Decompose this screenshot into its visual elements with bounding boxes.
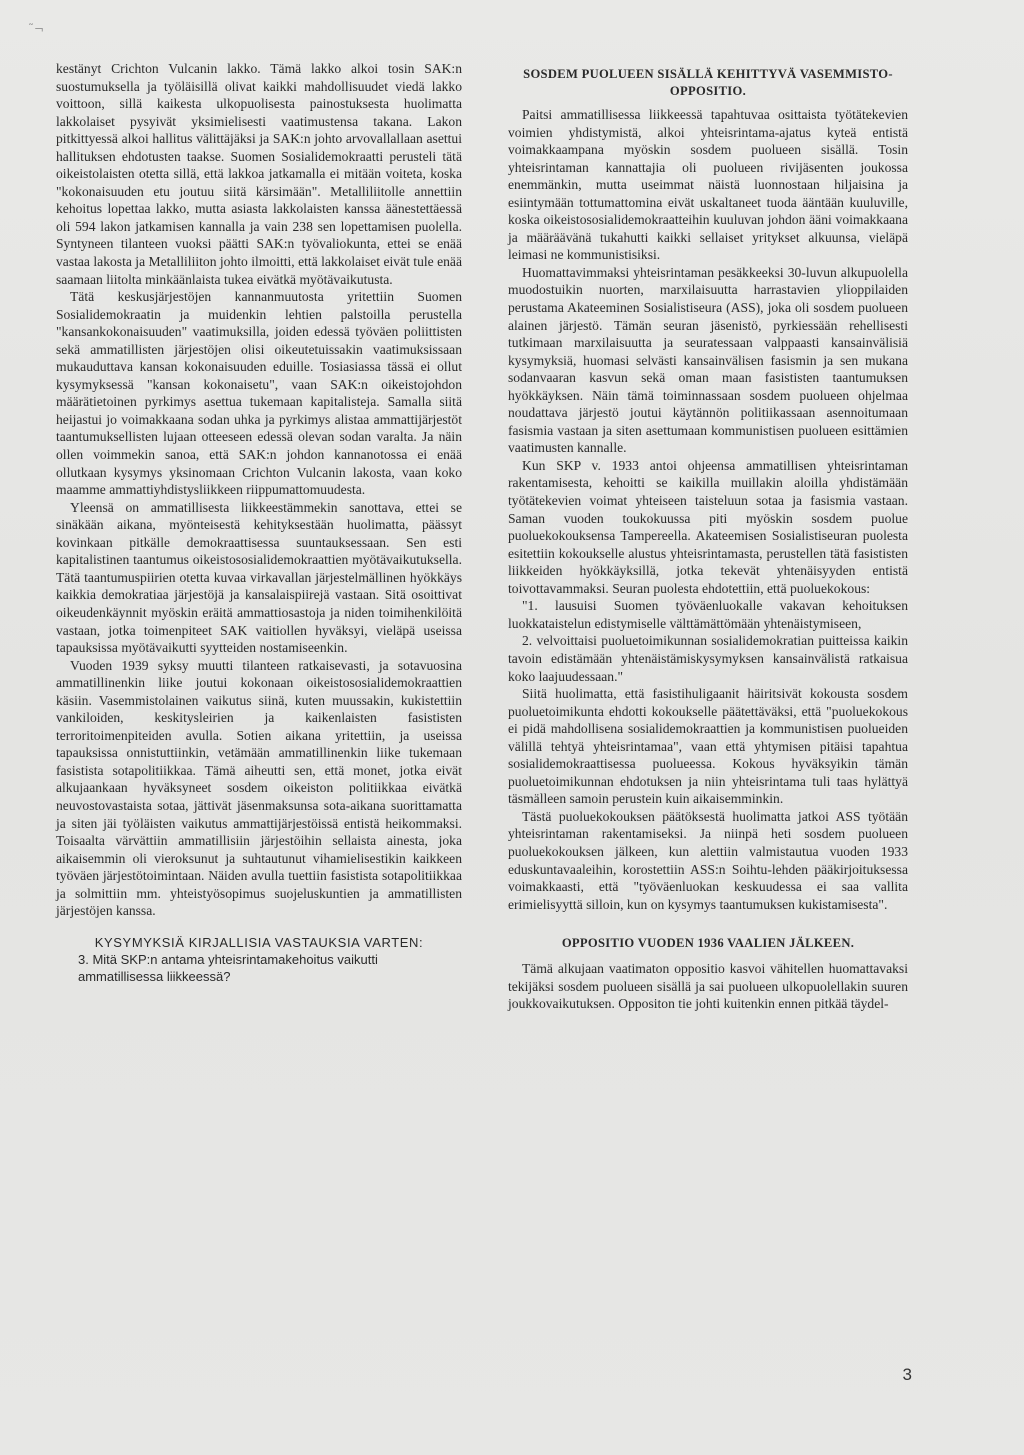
left-paragraph-4: Vuoden 1939 syksy muutti tilanteen ratkaisevasti, ja sotavuosina ammatillinenkin liike joutui kokonaan oikeistososialidemokraattien käsiin. Vasemmistolainen vaikutus siinä, kuten muussakin, kukistettiin vankiloiden, keskitysleirien ja kaikenlaisten fasististen terroritoimenpiteiden avulla. Sotien aikana yritettiin, ja useissa tapauksissa onnistuttiinkin, vetämään ammatillinenkin liike tukemaan fasistista sotapolitiikkaa. Tämä aiheutti sen, että monet, jotka eivät alkujaankaan hyväksyneet sosdem oikeiston politiikkaa eivätkä neuvostovastaista sotaa, jättivät jäsenmaksunsa sota-aikana suorittamatta ja siten jäi työläisten vaikutus ammattijärjestöissä entistä heikommaksi. Toisaalta värvättiin ammatillisiin järjestöihin sellaista ainesta, joka aikaisemmin oli vieroksunut ja suhtautunut vihamielisestikin kaikkeen työväen järjestötoimintaan. Näiden avulla tuettiin fasistista sotapolitiikkaa ja solmittiin mm. yhteistyösopimus suojeluskuntien ja ammatillisten järjestöjen kanssa. <box>56 657 462 919</box>
right-paragraph-6: Tämä alkujaan vaatimaton oppositio kasvoi vähitellen huomattavaksi tekijäksi sosdem puolueen sisällä ja sai puolueen ulkopuolellakin suuren joukkovaikutuksen. Oppositon tie johti kuitenkin ennen pitkää täydel- <box>508 961 908 1012</box>
section-heading-opposition: SOSDEM PUOLUEEN SISÄLLÄ KEHITTYVÄ VASEMMISTO-OPPOSITIO. <box>523 67 893 98</box>
left-paragraph-2: Tätä keskusjärjestöjen kannanmuutosta yritettiin Suomen Sosialidemokraatin ja muidenkin lehtien palstoilla perustella "kansankokonaisuuden" vaatimuksilla, joiden edessä työväen poliittisten sekä ammatillisten järjestöjen olisi oikeutetuissakin vaatimuksissaan mukauduttava kansan kokonaisuuden eduille. Tosiasiassa tässä ei ollut kysymyksessä "kansan kokonaisetu", vaan SAK:n oikeistojohdon määrätietoinen pyrkimys asettua tukemaan kapitalisteja. Samalla siitä heijastui jo voimakkaana sodan uhka ja pyrkimys alistaa ammattijärjestöt taantumuksellisten lujaan otteeseen edessä olevan sodan varalta. Ja näin ollen voimmekin sanoa, että SAK:n johdon kannanotossa ei enää ollutkaan kysymys yksinomaan Crichton Vulcanin lakosta, vaan koko maamme ammattiyhdistysliikkeen riippumattomuudesta. <box>56 289 462 498</box>
resolution-quote <box>508 597 908 685</box>
right-paragraph-5: Tästä puoluekokouksen päätöksestä huolimatta jatkoi ASS työtään yhteisrintaman rakentamiseksi. Ja niinpä heti sosdem puolueen puoluekokouksen jälkeen, kun alettiin valmistautua vuoden 1933 eduskuntavaaleihin, korostettiin ASS:n Soihtu-lehden pääkirjoituksessa voimakkaasti, että "työväenluokan keskuudessa ei saa vallita erimielisyyttä silloin, kun on kysymys taantumuksen kukistamisesta". <box>508 808 908 912</box>
question-3: 3. Mitä SKP:n antama yhteisrintamakehoitus vaikutti ammatillisessa liikkeessä? <box>78 951 378 984</box>
right-column <box>508 66 908 1013</box>
section-heading-1936: OPPOSITIO VUODEN 1936 VAALIEN JÄLKEEN. <box>561 936 855 951</box>
questions-title: KYSYMYKSIÄ KIRJALLISIA VASTAUKSIA VARTEN: <box>94 934 424 950</box>
quote-item-1: "1. lausuisi Suomen työväenluokalle vakavan kehoituksen luokkataistelun edistymiselle välttämättömään yhtenäistymiseen, <box>508 598 908 631</box>
right-paragraph-2: Huomattavimmaksi yhteisrintaman pesäkkeeksi 30-luvun alkupuolella muodostuikin nuorten, marxilaisuutta harrastavien ylioppilaiden perustama Akateeminen Sosialistiseura (ASS), joka oli sosdem puolueen alainen järjestö. Tämän seuran jäsenistö, pyrkiessään rehellisesti tutkimaan marxilaisuutta ja seuratessaan valppaasti kansainvälisiä kysymyksiä, huomasi selvästi kansainvälisen fasismin ja sen mukana sodanvaaran kasvun sekä oman maan fasististen taantumuksen hyökkäyksen. Näin tämä toiminnassaan sosdem puolueen ohjelmaa noudattava järjestö joutui käytännön politiikassaan asennoitumaan fasismia vastaan ja siten asettumaan kommunistisen puolueen esittämien vaatimusten kannalle. <box>508 264 908 456</box>
left-paragraph-3: Yleensä on ammatillisesta liikkeestämmekin sanottava, ettei se sinäkään aikana, myönteisestä kehityksestään huolimatta, päässyt kovinkaan pitkälle demokraattisessa suuntauksessaan. Sen esti kapitalistinen taantumus oikeistososialidemokraattien myötävaikutuksella. Tätä taantumuspiirien otetta kuvaa virkavallan järjestelmällinen hyökkäys kaikkia demokratiaa järjestöjä ja kansalaispiirejä vastaan. Sitä osoittivat oikeudenkäynnit myöskin eräitä ammattiosastoja ja niden toimihenkilöitä vastaan, jotka toimenpiteet SAK vaitiollen hyväksyi, vieläpä useissa tapauksissa myötävaikutti syytteiden nostamiseenkin. <box>56 499 462 656</box>
right-paragraph-4: Siitä huolimatta, että fasistihuligaanit häiritsivät kokousta sosdem puoluetoimikunta ehdotti kokoukselle päätettäväksi, että "puoluekokous ei pidä mahdollisena sosialidemokraattien ja kommunistisen puolueiden välillä tehtyä yhteisrintamaa", vaan että yhtymisen pitäisi tapahtua sosialidemokraattisessa puolueessa. Kokous hyväksyikin tämän puoluetoimikunnan ehdotuksen ja niin yhteisrintama tuli taas hylättyä täsmälleen samoin perustein kuin aikaisemminkin. <box>508 686 908 807</box>
corner-mark: ˜¬ <box>28 22 45 36</box>
right-paragraph-1: Paitsi ammatillisessa liikkeessä tapahtuvaa osittaista työtätekevien voimien yhdistymistä, alkoi yhteisrintama-ajatus kyteä entistä voimakkaampana myöskin sosdem puolueen sisällä. Tosin yhteisrintaman kannattajia oli puolueen rivijäsenten joukossa enemmänkin, mutta useimmat näistä luonnostaan hiljaisina ja esiintymään tottumattomina eivät uskaltaneet tuoda ääntään kuuluville, koska oikeistososialidemokraatteihin kuuluvan johdon ääni voimakkaana ja määräävänä tukahutti kaikki sellaiset yritykset alkuunsa, vieläpä leimasi ne kommunistisiksi. <box>508 107 908 263</box>
quote-item-2: 2. velvoittaisi puoluetoimikunnan sosialidemokratian puitteissa kaikin tavoin edistämään yhtenäistämiskysymyksen kansainvälistä ratkaisua koko laajuudessaan." <box>508 633 908 684</box>
page-number: 3 <box>902 1365 912 1384</box>
left-column <box>56 60 462 985</box>
left-paragraph-1: kestänyt Crichton Vulcanin lakko. Tämä lakko alkoi tosin SAK:n suostumuksella ja työläisillä olivat kaikki mahdollisuudet viedä lakko voittoon, sillä kaikesta ulkopuolisesta painostuksesta huolimatta lakkolaiset pysyivät yksimielisesti vaatimustensa takana. Lakon pitkittyessä alkoi hallitus välittäjäksi ja SAK:n johto arvovallallaan asettui hallituksen ehdotusten taakse. Suomen Sosialidemokraatti perusteli tätä oikeistolaisten otetta sillä, että lakkoa jatkamalla ei mitään voiteta, koska "kokonaisuuden etu joutuu siitä kärsimään". Metalliliitolle annettiin kehoitus lopettaa lakko, mutta asiasta lakkolaisten kanssa äänestettäessä oli 594 lakon jatkamisen kannalla ja vain 238 sen lopettamisen puolella. Syntyneen tilanteen vuoksi päätti SAK:n työvaliokunta, ettei se enää vastaa lakosta ja Metalliliiton johto ilmoitti, että lakkolaiset eivät tule enää saamaan liitolta minkäänlaista tukea eivätkä myötävaikutusta. <box>56 61 462 287</box>
right-paragraph-3: Kun SKP v. 1933 antoi ohjeensa ammatillisen yhteisrintaman rakentamisesta, kehoitti se kaikilla muillakin aloilla yhdistämään työtätekevien voimat yhteiseen taisteluun sotaa ja fasismia vastaan. Saman vuoden toukokuussa piti myöskin sosdem puolue puoluekokouksensa Tampereella. Akateemisen Sosialistiseuran puolesta esitettiin kokoukselle alustus yhteisrintamasta, perustellen tätä fasististen liikkeiden hyökkäyksillä, jotka tekevät yhtenäisyyden entistä toivottavammaksi. Seuran puolesta ehdotettiin, että puoluekokous: <box>508 457 908 596</box>
